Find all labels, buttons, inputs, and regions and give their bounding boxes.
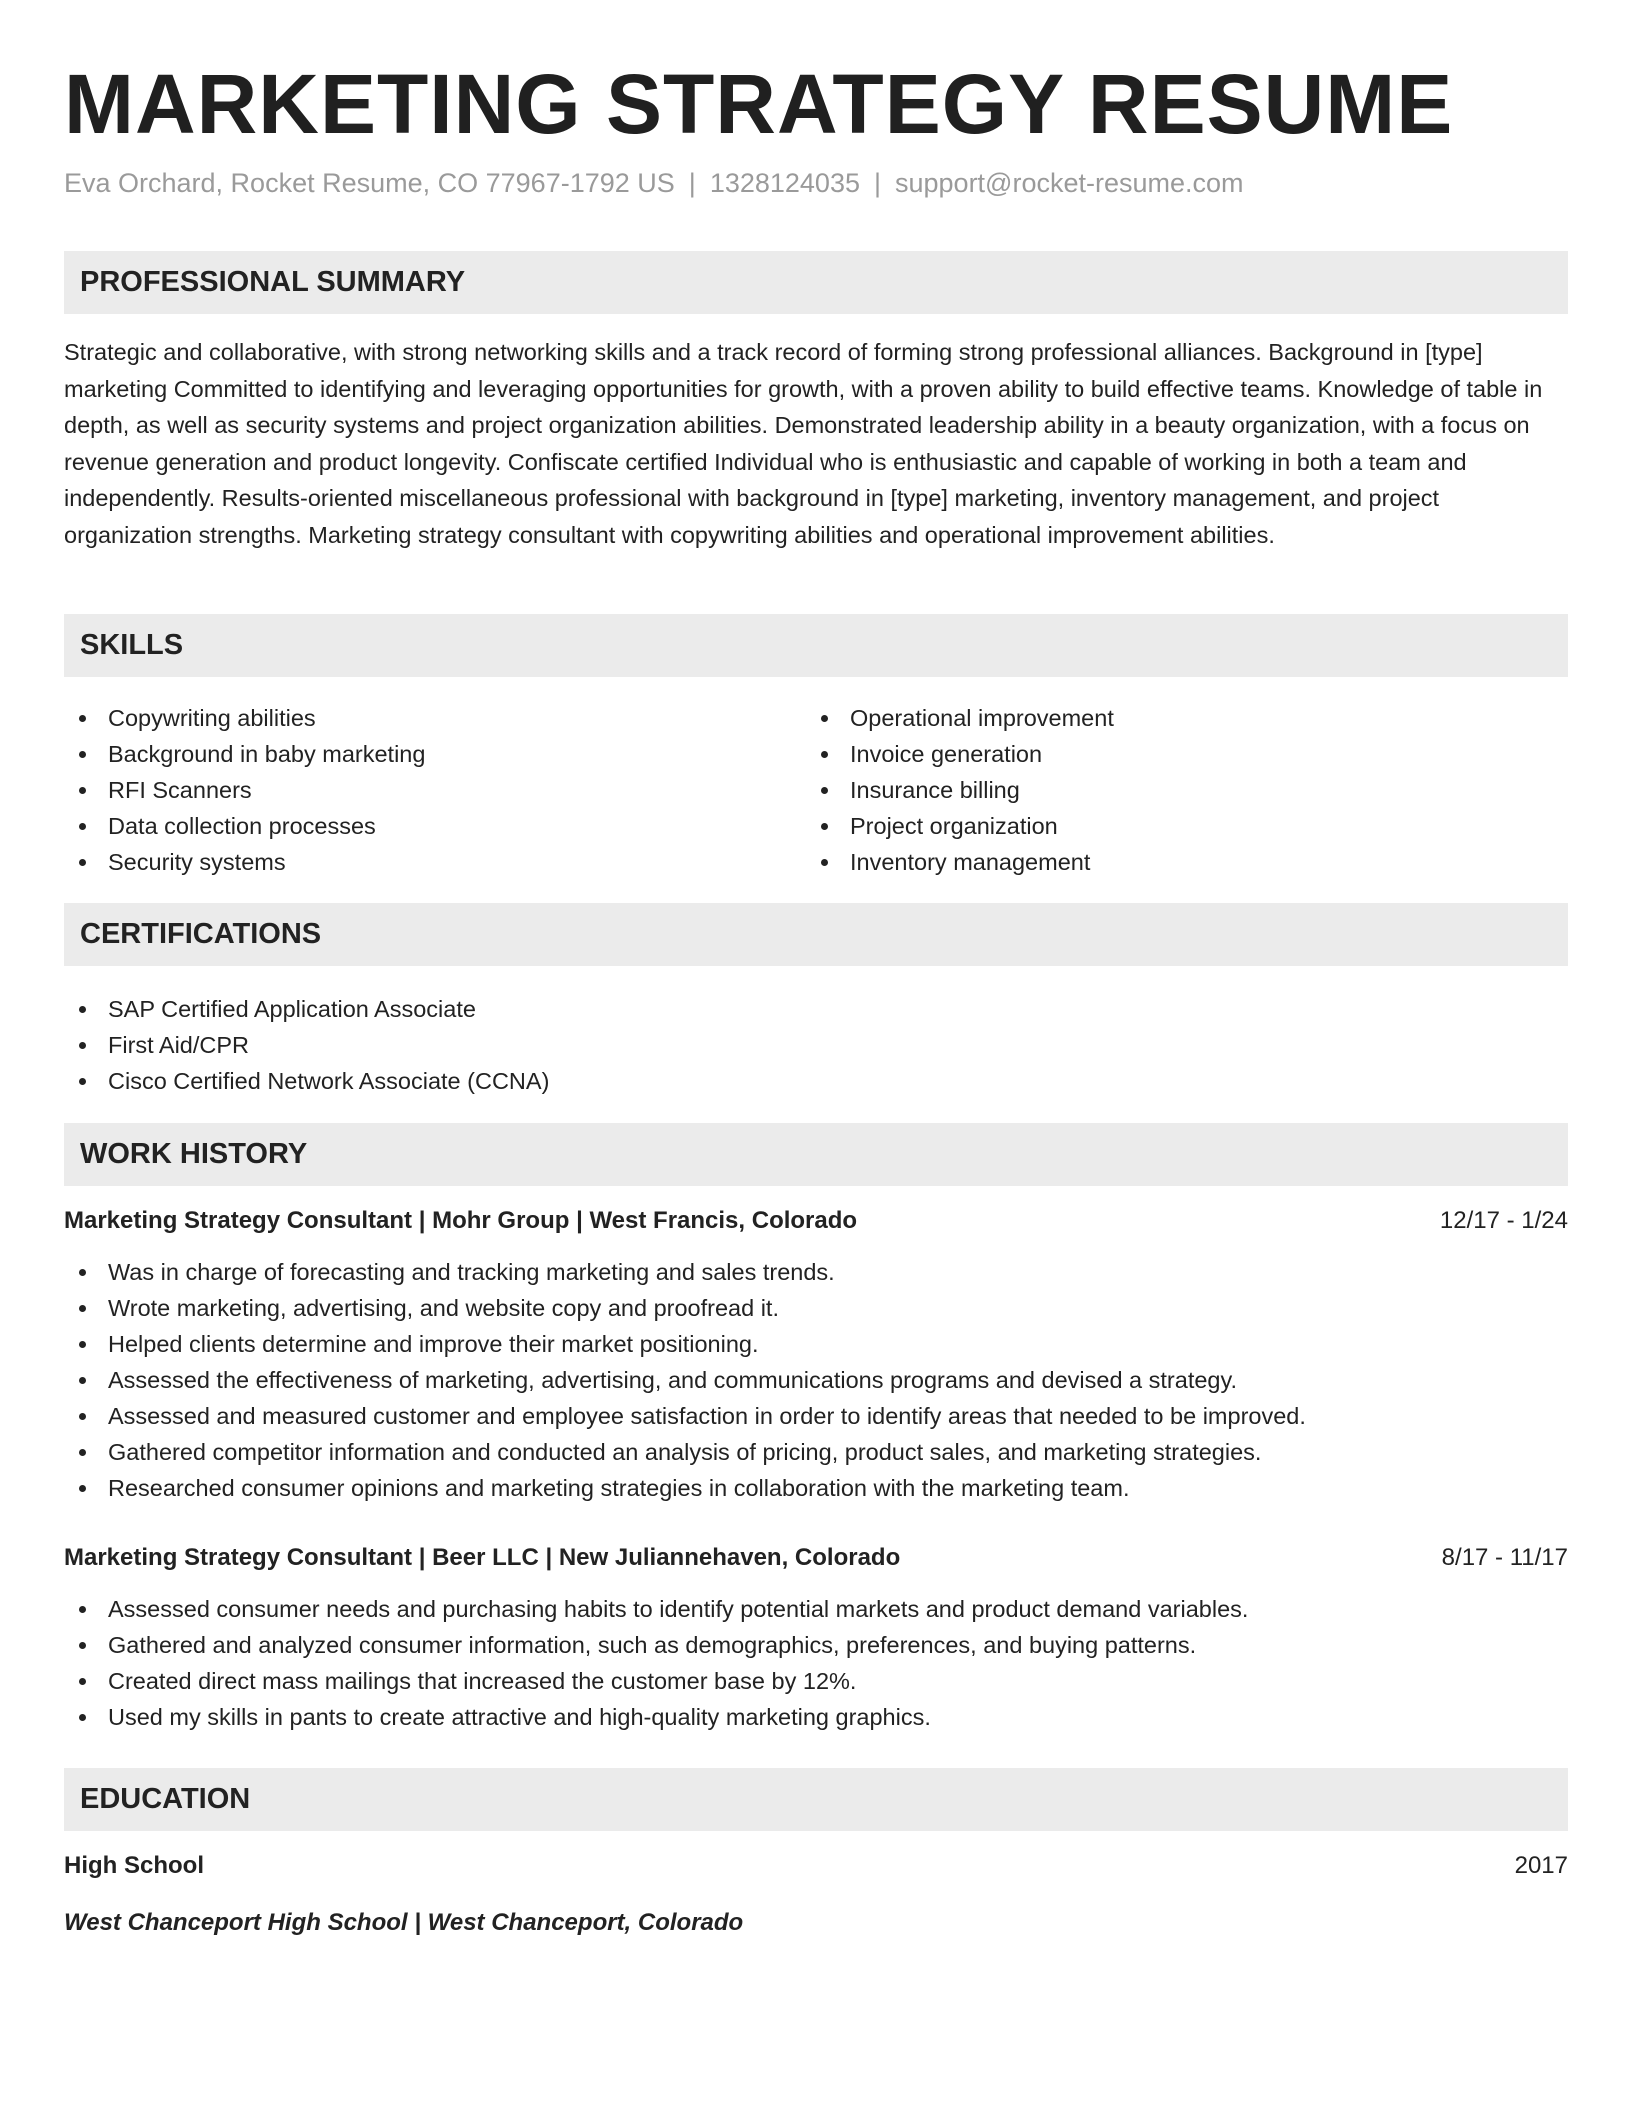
skills-column-left	[64, 700, 784, 880]
work-history-heading: WORK HISTORY	[64, 1123, 1568, 1186]
contact-address: Eva Orchard, Rocket Resume, CO 77967-1792 US	[64, 168, 675, 198]
skill-item: Invoice generation	[806, 736, 1526, 772]
skill-item: Security systems	[64, 844, 784, 880]
education-heading: EDUCATION	[64, 1768, 1568, 1831]
job-bullet: Helped clients determine and improve their market positioning.	[64, 1326, 1306, 1362]
job-bullet: Wrote marketing, advertising, and website copy and proofread it.	[64, 1290, 1306, 1326]
education-school: West Chanceport High School | West Chanceport, Colorado	[64, 1909, 744, 1936]
contact-email: support@rocket-resume.com	[895, 168, 1244, 198]
contact-separator: |	[688, 168, 696, 198]
skill-item: Data collection processes	[64, 808, 784, 844]
skill-item: Operational improvement	[806, 700, 1526, 736]
certifications-list	[64, 991, 549, 1099]
certification-item: SAP Certified Application Associate	[64, 991, 549, 1027]
education-header	[64, 1848, 1568, 1884]
contact-phone: 1328124035	[709, 168, 860, 198]
job-bullet: Assessed the effectiveness of marketing, advertising, and communications programs and devised a strategy.	[64, 1362, 1306, 1398]
certifications-heading: CERTIFICATIONS	[64, 903, 1568, 966]
job-dates: 8/17 - 11/17	[1441, 1544, 1568, 1571]
skill-item: Insurance billing	[806, 772, 1526, 808]
skills-heading: SKILLS	[64, 614, 1568, 677]
skill-item: Inventory management	[806, 844, 1526, 880]
skills-column-right	[806, 700, 1526, 880]
job-dates: 12/17 - 1/24	[1439, 1207, 1568, 1234]
skill-item: Copywriting abilities	[64, 700, 784, 736]
job-bullet: Was in charge of forecasting and tracking marketing and sales trends.	[64, 1254, 1306, 1290]
job-bullets	[64, 1254, 1306, 1506]
job-title: Marketing Strategy Consultant | Beer LLC | New Juliannehaven, Colorado	[64, 1544, 901, 1571]
job-bullet: Assessed consumer needs and purchasing habits to identify potential markets and product demand variables.	[64, 1591, 1248, 1627]
job-bullet: Researched consumer opinions and marketing strategies in collaboration with the marketing team.	[64, 1470, 1306, 1506]
education-degree: High School	[64, 1852, 204, 1879]
summary-heading: PROFESSIONAL SUMMARY	[64, 251, 1568, 314]
skill-item: Background in baby marketing	[64, 736, 784, 772]
contact-line	[64, 166, 1244, 200]
contact-separator: |	[873, 168, 881, 198]
job-header	[64, 1540, 1568, 1576]
job-bullet: Assessed and measured customer and employee satisfaction in order to identify areas that needed to be improved.	[64, 1398, 1306, 1434]
job-title: Marketing Strategy Consultant | Mohr Group | West Francis, Colorado	[64, 1207, 858, 1234]
job-bullets	[64, 1591, 1248, 1735]
certification-item: Cisco Certified Network Associate (CCNA)	[64, 1063, 549, 1099]
certification-item: First Aid/CPR	[64, 1027, 549, 1063]
job-bullet: Gathered and analyzed consumer information, such as demographics, preferences, and buying patterns.	[64, 1627, 1248, 1663]
education-year: 2017	[1514, 1852, 1568, 1879]
resume-title: MARKETING STRATEGY RESUME	[64, 57, 1454, 151]
job-bullet: Gathered competitor information and conducted an analysis of pricing, product sales, and marketing strategies.	[64, 1434, 1306, 1470]
job-bullet: Created direct mass mailings that increased the customer base by 12%.	[64, 1663, 1248, 1699]
skill-item: RFI Scanners	[64, 772, 784, 808]
skill-item: Project organization	[806, 808, 1526, 844]
summary-text: Strategic and collaborative, with strong networking skills and a track record of forming strong professional alliances. Background in [type] marketing Committed to identifying and leveraging opportunities for growth, with a proven ability to build effective teams. Knowledge of table in depth, as well as security systems and project organization abilities. Demonstrated leadership ability in a beauty organization, with a focus on revenue generation and product longevity. Confiscate certified Individual who is enthusiastic and capable of working in both a team and independently. Results-oriented miscellaneous professional with background in [type] marketing, inventory management, and project organization strengths. Marketing strategy consultant with copywriting abilities and operational improvement abilities.	[64, 339, 1543, 548]
job-header	[64, 1203, 1568, 1239]
job-bullet: Used my skills in pants to create attractive and high-quality marketing graphics.	[64, 1699, 1248, 1735]
